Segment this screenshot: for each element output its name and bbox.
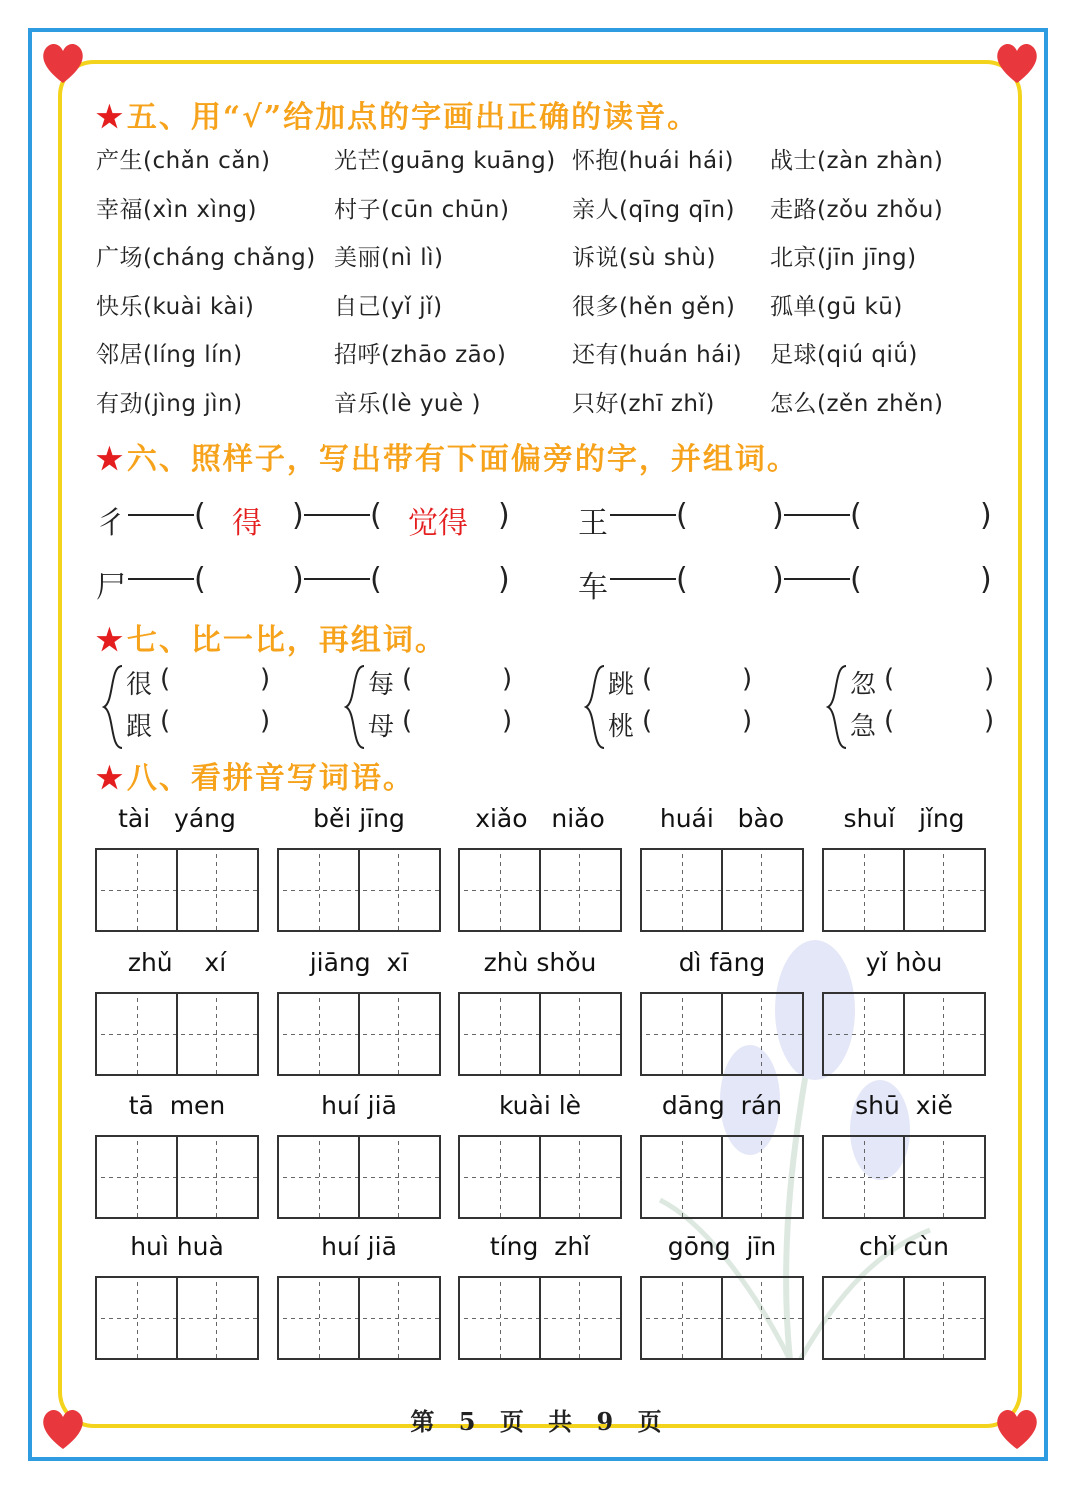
radical: 彳 bbox=[96, 506, 126, 541]
pinyin-label: jiāng xī bbox=[309, 948, 409, 977]
pinyin-label: yǐ hòu bbox=[865, 948, 943, 977]
brace-icon bbox=[344, 662, 366, 752]
pinyin-label: shū xiě bbox=[855, 1091, 953, 1120]
reading-item: 还有(huán hái) bbox=[572, 342, 743, 368]
compare-line bbox=[126, 706, 276, 746]
writing-grid[interactable] bbox=[822, 848, 986, 932]
compare-char: 桃 bbox=[608, 712, 635, 742]
paren-open: ( bbox=[884, 664, 895, 694]
paren-open: ( bbox=[160, 706, 171, 736]
section-8-title: ★八、看拼音写词语。 bbox=[96, 761, 415, 796]
radical: 尸 bbox=[96, 570, 126, 605]
compare-char: 忽 bbox=[850, 670, 877, 700]
compare-line bbox=[126, 664, 276, 704]
compare-char: 母 bbox=[368, 712, 395, 742]
compare-line bbox=[850, 706, 1000, 746]
compare-line bbox=[368, 706, 518, 746]
compare-line bbox=[608, 706, 758, 746]
paren-close: ) bbox=[772, 562, 784, 597]
compare-group bbox=[584, 662, 754, 752]
paren-open: ( bbox=[676, 562, 688, 597]
radical-row-2 bbox=[96, 562, 996, 612]
pinyin-label: huí jiā bbox=[321, 1232, 397, 1261]
pinyin-label: xiǎo niǎo bbox=[475, 804, 605, 833]
reading-item: 足球(qiú qiǘ) bbox=[770, 342, 918, 368]
writing-grid[interactable] bbox=[277, 848, 441, 932]
compare-char: 跟 bbox=[126, 712, 153, 742]
pinyin-label: huì huà bbox=[130, 1232, 224, 1261]
compare-line bbox=[608, 664, 758, 704]
page-number: 第 5 页 共 9 页 bbox=[410, 1407, 670, 1436]
heart-icon bbox=[992, 38, 1042, 88]
reading-item: 诉说(sù shù) bbox=[572, 245, 716, 271]
paren-close: ) bbox=[772, 498, 784, 533]
pinyin-label: dì fāng bbox=[678, 948, 766, 977]
compare-line bbox=[368, 664, 518, 704]
reading-item: 亲人(qīng qīn) bbox=[572, 196, 735, 223]
writing-grid[interactable] bbox=[95, 992, 259, 1076]
pinyin-label: běi jīng bbox=[313, 804, 405, 833]
dash bbox=[304, 560, 370, 595]
paren-close: ) bbox=[260, 706, 271, 736]
paren-close: ) bbox=[742, 664, 753, 694]
compare-group bbox=[826, 662, 996, 752]
compare-char: 很 bbox=[126, 670, 153, 700]
radical-row-1 bbox=[96, 498, 996, 548]
dash bbox=[610, 560, 676, 595]
reading-item: 产生(chǎn cǎn) bbox=[96, 148, 271, 174]
paren-open: ( bbox=[402, 706, 413, 736]
paren-open: ( bbox=[194, 498, 206, 533]
reading-item: 广场(cháng chǎng) bbox=[96, 245, 316, 271]
reading-item: 有劲(jìng jìn) bbox=[96, 390, 243, 417]
pinyin-label: zhù shǒu bbox=[483, 948, 597, 977]
brace-icon bbox=[102, 662, 124, 752]
brace-icon bbox=[826, 662, 848, 752]
paren-close: ) bbox=[502, 664, 513, 694]
dash bbox=[304, 496, 370, 531]
reading-item: 很多(hěn gěn) bbox=[572, 293, 736, 320]
compare-char: 每 bbox=[368, 670, 395, 700]
writing-grid[interactable] bbox=[458, 1135, 622, 1219]
compare-char: 跳 bbox=[608, 670, 635, 700]
paren-open: ( bbox=[370, 562, 382, 597]
writing-grid[interactable] bbox=[277, 992, 441, 1076]
reading-item: 走路(zǒu zhǒu) bbox=[770, 196, 944, 223]
writing-grid[interactable] bbox=[277, 1276, 441, 1360]
reading-item: 光芒(guāng kuāng) bbox=[334, 148, 556, 174]
paren-open: ( bbox=[370, 498, 382, 533]
star-icon: ★ bbox=[96, 442, 125, 477]
pinyin-label: chǐ cùn bbox=[859, 1232, 949, 1261]
reading-item: 只好(zhī zhǐ) bbox=[572, 390, 715, 417]
paren-close: ) bbox=[984, 706, 995, 736]
writing-grid[interactable] bbox=[95, 1135, 259, 1219]
reading-item: 幸福(xìn xìng) bbox=[96, 196, 258, 223]
paren-close: ) bbox=[502, 706, 513, 736]
section-6-title: ★六、照样子，写出带有下面偏旁的字，并组词。 bbox=[96, 442, 799, 477]
compare-group bbox=[102, 662, 272, 752]
reading-item: 怎么(zěn zhěn) bbox=[770, 390, 944, 417]
paren-close: ) bbox=[742, 706, 753, 736]
paren-open: ( bbox=[850, 562, 862, 597]
compare-char: 急 bbox=[850, 712, 877, 742]
writing-grid[interactable] bbox=[822, 992, 986, 1076]
writing-grid[interactable] bbox=[458, 848, 622, 932]
paren-close: ) bbox=[498, 498, 510, 533]
brace-icon bbox=[584, 662, 606, 752]
writing-grid[interactable] bbox=[458, 1276, 622, 1360]
writing-grid[interactable] bbox=[640, 848, 804, 932]
reading-item: 音乐(lè yuè ) bbox=[334, 390, 481, 417]
compare-line bbox=[850, 664, 1000, 704]
pinyin-label: dāng rán bbox=[661, 1091, 783, 1120]
writing-grid[interactable] bbox=[822, 1276, 986, 1360]
paren-close: ) bbox=[260, 664, 271, 694]
dash bbox=[128, 560, 194, 595]
paren-close: ) bbox=[980, 562, 992, 597]
paren-close: ) bbox=[292, 562, 304, 597]
pinyin-label: gōng jīn bbox=[667, 1232, 777, 1261]
example-char: 得 bbox=[232, 506, 262, 541]
section-7-title: ★七、比一比，再组词。 bbox=[96, 623, 447, 658]
reading-item: 怀抱(huái hái) bbox=[572, 148, 734, 174]
paren-open: ( bbox=[402, 664, 413, 694]
pinyin-label: huái bào bbox=[659, 804, 785, 833]
paren-open: ( bbox=[642, 706, 653, 736]
reading-item: 邻居(líng lín) bbox=[96, 342, 243, 368]
paren-close: ) bbox=[984, 664, 995, 694]
paren-open: ( bbox=[850, 498, 862, 533]
paren-close: ) bbox=[292, 498, 304, 533]
reading-item: 美丽(nì lì) bbox=[334, 245, 444, 271]
paren-open: ( bbox=[642, 664, 653, 694]
star-icon: ★ bbox=[96, 100, 125, 135]
radical: 车 bbox=[578, 570, 608, 605]
pinyin-label: kuài lè bbox=[498, 1091, 582, 1120]
dash bbox=[784, 496, 850, 531]
writing-grid[interactable] bbox=[640, 1276, 804, 1360]
pinyin-label: huí jiā bbox=[321, 1091, 397, 1120]
star-icon: ★ bbox=[96, 761, 125, 796]
writing-grid[interactable] bbox=[458, 992, 622, 1076]
writing-grid[interactable] bbox=[640, 1135, 804, 1219]
pinyin-label: tíng zhǐ bbox=[489, 1232, 591, 1261]
writing-grid[interactable] bbox=[277, 1135, 441, 1219]
dash bbox=[128, 496, 194, 531]
reading-item: 孤单(gū kū) bbox=[770, 293, 903, 320]
star-icon: ★ bbox=[96, 623, 125, 658]
heart-icon bbox=[38, 38, 88, 88]
paren-close: ) bbox=[980, 498, 992, 533]
writing-grid[interactable] bbox=[95, 848, 259, 932]
paren-open: ( bbox=[194, 562, 206, 597]
example-word: 觉得 bbox=[408, 506, 468, 541]
radical: 王 bbox=[578, 506, 608, 541]
reading-item: 快乐(kuài kài) bbox=[96, 293, 255, 320]
reading-item: 招呼(zhāo zāo) bbox=[334, 342, 507, 368]
reading-item: 战士(zàn zhàn) bbox=[770, 148, 944, 174]
dash bbox=[610, 496, 676, 531]
writing-grid[interactable] bbox=[640, 992, 804, 1076]
paren-open: ( bbox=[884, 706, 895, 736]
pinyin-label: shuǐ jǐng bbox=[843, 804, 965, 833]
pinyin-label: zhǔ xí bbox=[127, 948, 227, 977]
pinyin-label: tā men bbox=[128, 1091, 226, 1120]
reading-item: 村子(cūn chūn) bbox=[334, 196, 510, 223]
dash bbox=[784, 560, 850, 595]
writing-grid[interactable] bbox=[822, 1135, 986, 1219]
pinyin-label: tài yáng bbox=[118, 804, 236, 833]
paren-open: ( bbox=[160, 664, 171, 694]
reading-item: 自己(yǐ jǐ) bbox=[334, 293, 443, 320]
reading-item: 北京(jīn jīng) bbox=[770, 245, 917, 271]
paren-open: ( bbox=[676, 498, 688, 533]
compare-group bbox=[344, 662, 514, 752]
section-5-title: ★五、用“√”给加点的字画出正确的读音。 bbox=[96, 100, 700, 135]
paren-close: ) bbox=[498, 562, 510, 597]
writing-grid[interactable] bbox=[95, 1276, 259, 1360]
